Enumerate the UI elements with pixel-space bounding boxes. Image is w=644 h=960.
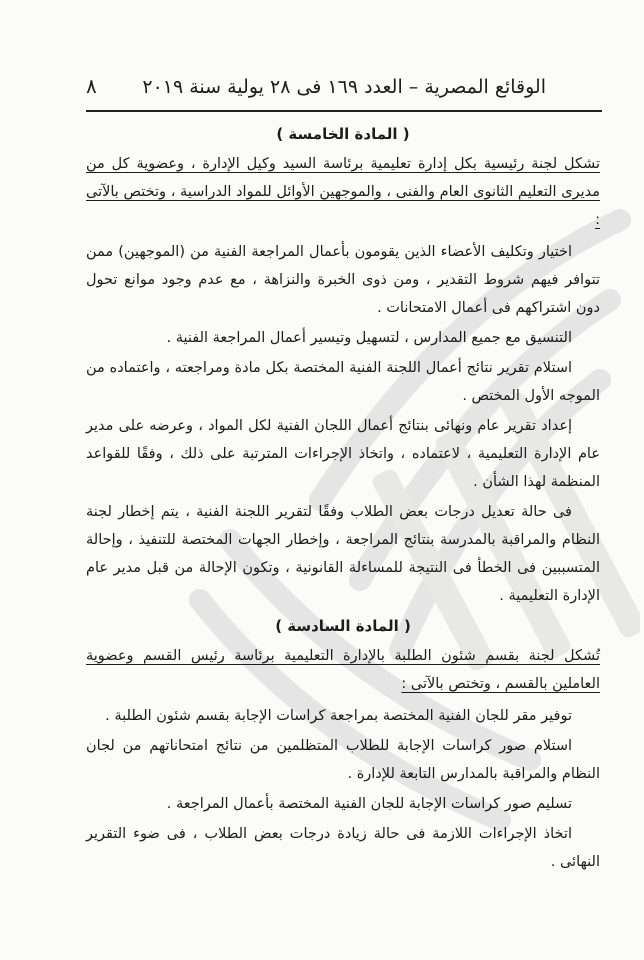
article-five-item: اختيار وتكليف الأعضاء الذين يقومون بأعمال المراجعة الفنية من (الموجهين) ممن تتوافر فيهم شروط التقدير ، ومن ذوى الخبرة والنزاهة ، مع عدم وجود موانع تحول دون اشتراكهم فى أعمال الامتحانات . [86, 244, 600, 316]
article-six-item: توفير مقر للجان الفنية المختصة بمراجعة كراسات الإجابة بقسم شئون الطلبة . [105, 708, 572, 724]
article-six-title: ( المادة السادسة ) [275, 617, 411, 635]
article-five-item: التنسيق مع جميع المدارس ، لتسهيل وتيسير أعمال المراجعة الفنية . [166, 330, 572, 346]
article-five-title: ( المادة الخامسة ) [276, 125, 410, 143]
article-five [86, 120, 600, 610]
article-six-intro: تُشكل لجنة بقسم شئون الطلبة بالإدارة التعليمية برئاسة رئيس القسم وعضوية العاملين بالقسم ، وتختص بالآتى : [86, 648, 600, 692]
document-body [86, 120, 600, 878]
article-five-item: فى حالة تعديل درجات بعض الطلاب وفقًا لتقرير اللجنة الفنية ، يتم إخطار لجنة النظام والمراقبة بالمدرسة بنتائج المراجعة ، وإخطار الجهات المختصة للتنفيذ ، وإحالة المتسببين فى الخطأ فى النتيجة للمساءلة القانونية ، وتكون الإحالة من قبل مدير عام الإدارة التعليمية . [86, 504, 600, 604]
article-five-item: إعداد تقرير عام ونهائى بنتائج أعمال اللجان الفنية لكل المواد ، وعرضه على مدير عام الإدارة التعليمية ، لاعتماده ، واتخاذ الإجراءات المترتبة على ذلك ، وفقًا للقواعد المنظمة لهذا الشأن . [86, 418, 600, 490]
page-number: ٨ [86, 74, 97, 98]
article-five-intro: تشكل لجنة رئيسية بكل إدارة تعليمية برئاسة السيد وكيل الإدارة ، وعضوية كل من مديرى التعليم الثانوى العام والفنى ، والموجهين الأوائل للمواد الدراسية ، وتختص بالآتى : [86, 156, 600, 228]
article-six-item: تسليم صور كراسات الإجابة للجان الفنية المختصة بأعمال المراجعة . [166, 796, 572, 812]
article-six-item: اتخاذ الإجراءات اللازمة فى حالة زيادة درجات بعض الطلاب ، فى ضوء التقرير النهائى . [86, 826, 600, 870]
gazette-title: الوقائع المصرية – العدد ١٦٩ فى ٢٨ يولية سنة ٢٠١٩ [142, 76, 546, 98]
article-five-item: استلام تقرير نتائج أعمال اللجنة الفنية المختصة بكل مادة ومراجعته ، واعتماده من الموجه الأول المختص . [86, 360, 600, 404]
article-six [86, 612, 600, 876]
article-six-item: استلام صور كراسات الإجابة للطلاب المتظلمين من نتائج امتحاناتهم من لجان النظام والمراقبة بالمدارس التابعة للإدارة . [86, 738, 600, 782]
gazette-header [86, 74, 602, 112]
